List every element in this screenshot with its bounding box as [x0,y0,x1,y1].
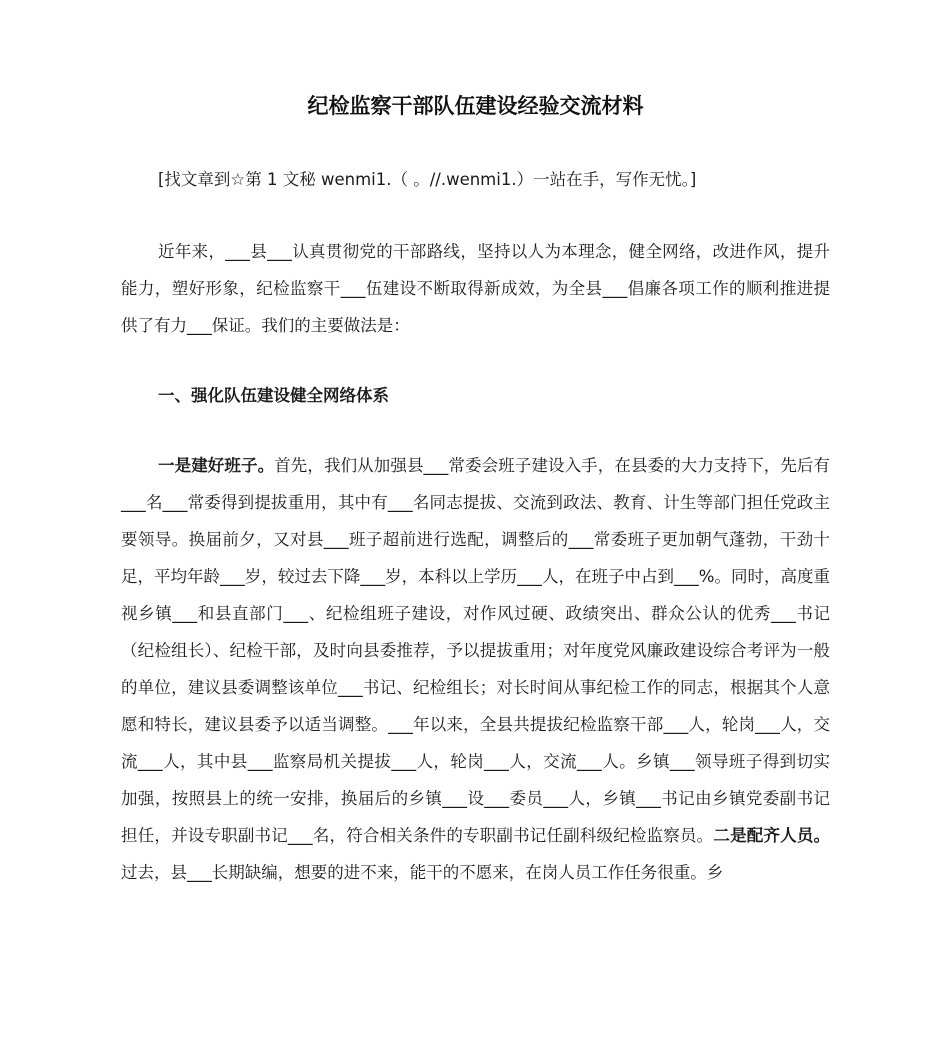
source-line: [找文章到☆第 1 文秘 wenmi1.（ 。//.wenmi1.）一站在手，写作无忧。] [158,170,697,189]
section-heading-1: 一、强化队伍建设健全网络体系 [158,386,389,405]
point-label-1: 一是建好班子。 [158,456,275,475]
body-paragraph-1 [121,447,830,891]
document-title: 纪检监察干部队伍建设经验交流材料 [307,94,644,118]
point-text-2: 过去，县___长期缺编，想要的进不来，能干的不愿来，在岗人员工作任务很重。乡 [121,863,724,882]
point-label-2: 二是配齐人员。 [713,826,831,845]
point-text-1: 首先，我们从加强县___常委会班子建设入手，在县委的大力支持下，先后有___名___常委得到提拔重用，其中有___名同志提拔、交流到政法、教育、计生等部门担任党政主要领导。换届前夕，又对县___班子超前进行选配，调整后的___常委班子更加朝气蓬勃，干劲十足，平均年龄___岁，较过去下降___岁，本科以上学历___人，在班子中占到___%。同时，高度重视乡镇___和县直部门___、纪检组班子建设，对作风过硬、政绩突出、群众公认的优秀___书记（纪检组长）、纪检干部，及时向县委推荐，予以提拔重用；对年度党风廉政建设综合考评为一般的单位，建议县委调整该单位___书记、纪检组长；对长时间从事纪检工作的同志，根据其个人意愿和特长，建议县委予以适当调整。___年以来，全县共提拔纪检监察干部___人，轮岗___人，交流___人，其中县___监察局机关提拔___人，轮岗___人，交流___人。乡镇___领导班子得到切实加强，按照县上的统一安排，换届后的乡镇___设___委员___人，乡镇___书记由乡镇党委副书记担任，并设专职副书记___名，符合相关条件的专职副书记任副科级纪检监察员。 [121,456,831,845]
intro-paragraph: 近年来，___县___认真贯彻党的干部路线，坚持以人为本理念，健全网络，改进作风，提升能力，塑好形象，纪检监察干___伍建设不断取得新成效，为全县___倡廉各项工作的顺利推进提供了有力___保证。我们的主要做法是： [121,242,830,335]
